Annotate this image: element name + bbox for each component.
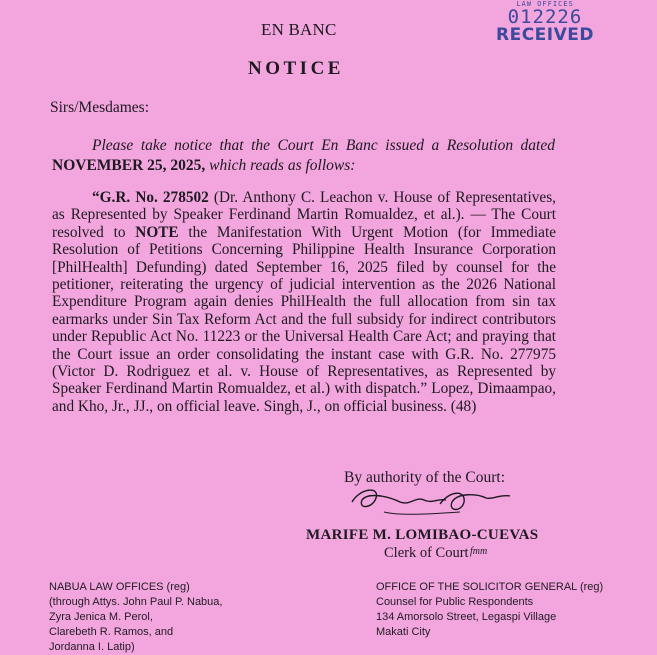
- received-stamp: [486, 0, 604, 48]
- addressee-right: [376, 580, 603, 640]
- signer-initial: fmm: [470, 546, 488, 557]
- resolution-paragraph: [52, 189, 556, 415]
- court-division: EN BANC: [261, 20, 337, 39]
- addressee-line: (through Attys. John Paul P. Nabua,: [49, 596, 223, 608]
- addressee-line: Jordanna I. Latip): [49, 641, 135, 653]
- handwritten-signature: [340, 482, 520, 530]
- resolution-text: the Manifestation With Urgent Motion (for Immediate Resolution of Petitions Concerning Philippine Health Insurance Corporation [PhilHealth] Defunding) dated September 16, 2025 filed by counsel for the petitioner, reiterating the urgency of judicial intervention as the 2026 National Expenditure Program again denies PhilHealth the full allocation from sin tax earmarks under Sin Tax Reform Act and the full subsidy for indirect contributors under Republic Act No. 11223 or the Universal Health Care Act; and praying that the Court issue an order consolidating the instant case with G.R. No. 277975 (Victor D. Rodriguez et al. v. House of Representatives, as Represented by Speaker Ferdinand Martin Romualdez, et al.) with dispatch.” Lopez, Dimaampao, and Kho, Jr., JJ., on official leave. Singh, J., on official business. (48): [52, 223, 557, 415]
- intro-suffix: which reads as follows:: [205, 157, 356, 174]
- page-title: NOTICE: [248, 58, 344, 79]
- authority-line: By authority of the Court:: [344, 469, 506, 486]
- addressee-line: 134 Amorsolo Street, Legaspi Village: [376, 611, 557, 623]
- case-parties: (Dr. Anthony C. Leachon v. House of Representatives, as Represented by Speaker Ferdinand Martin Romualdez, et al.). — The Court resolved to: [52, 189, 556, 241]
- court-action: NOTE: [135, 223, 179, 241]
- signer-name: MARIFE M. LOMIBAO-CUEVAS: [306, 527, 539, 543]
- intro-paragraph: [52, 136, 555, 176]
- addressee-line: Zyra Jenica M. Perol,: [49, 611, 153, 623]
- addressee-line: NABUA LAW OFFICES (reg): [49, 581, 190, 593]
- addressee-line: Counsel for Public Respondents: [376, 596, 534, 608]
- addressee-line: OFFICE OF THE SOLICITOR GENERAL (reg): [376, 581, 604, 593]
- signer-position: Clerk of Court: [384, 545, 469, 561]
- stamp-office: LAW OFFICES: [516, 0, 574, 8]
- resolution-date: NOVEMBER 25, 2025,: [52, 157, 206, 174]
- salutation: Sirs/Mesdames:: [50, 99, 150, 116]
- addressee-line: Clarebeth R. Ramos, and: [49, 626, 174, 638]
- addressee-line: Makati City: [376, 626, 431, 638]
- stamp-number: 012226: [507, 6, 583, 28]
- case-number: “G.R. No. 278502: [92, 189, 209, 206]
- intro-prefix: Please take notice that the Court En Banc issued a Resolution dated: [92, 137, 555, 154]
- stamp-status: RECEIVED: [496, 25, 594, 45]
